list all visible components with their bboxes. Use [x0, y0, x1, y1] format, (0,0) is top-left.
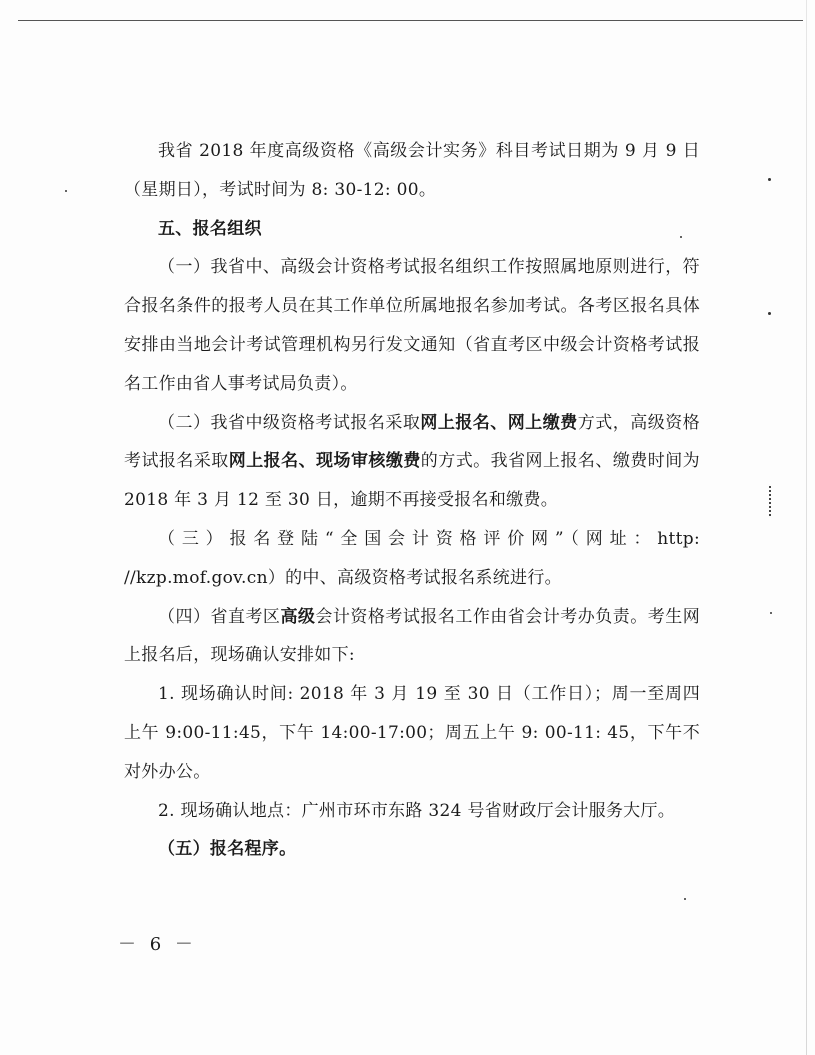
- paragraph-text: 的方式。我省网上报名、缴费时间为 2018 年 3 月 12 至 30 日，逾期不再接受报名和缴费。: [124, 451, 700, 511]
- paragraph-text: （四）省直考区: [158, 606, 281, 627]
- emphasis-text: 网上报名、现场审核缴费: [228, 451, 421, 472]
- body-paragraph: [124, 675, 700, 791]
- document-body: [124, 132, 700, 869]
- body-paragraph: [124, 248, 700, 403]
- body-paragraph: [124, 598, 700, 676]
- paragraph-text: 1. 现场确认时间: 2018 年 3 月 19 至 30 日（工作日）；周一至周四上午 9:00-11:45，下午 14:00-17:00；周五上午 9: 00-11: 45，下午不对外办公。: [124, 684, 700, 782]
- scan-speck: [65, 190, 67, 192]
- scan-mark: [769, 486, 771, 516]
- emphasis-text: 五、报名组织: [158, 218, 262, 239]
- body-paragraph: [124, 404, 700, 520]
- scan-speck: [770, 612, 772, 614]
- body-paragraph: [124, 132, 700, 210]
- scan-speck: [768, 178, 771, 181]
- paragraph-text: （三）报名登陆“全国会计资格评价网”（网址：http: //kzp.mof.gov.cn）的中、高级资格考试报名系统进行。: [124, 528, 700, 588]
- paragraph-text: 方式，高级资格考试报名采取: [124, 412, 700, 472]
- body-paragraph: [124, 520, 700, 598]
- paragraph-text: 2. 现场确认地点：广州市环市东路 324 号省财政厅会计服务大厅。: [158, 800, 676, 821]
- section-heading: [124, 210, 700, 249]
- body-paragraph: [124, 792, 700, 831]
- emphasis-text: 网上报名、网上缴费: [420, 412, 578, 433]
- paragraph-text: （一）我省中、高级会计资格考试报名组织工作按照属地原则进行，符合报名条件的报考人员在其工作单位所属地报名参加考试。各考区报名具体安排由当地会计考试管理机构另行发文通知（省直考区中级会计资格考试报名工作由省人事考试局负责）。: [124, 257, 700, 394]
- page-number: － 6 －: [118, 934, 197, 955]
- emphasis-text: 高级: [280, 606, 316, 627]
- scan-speck: [680, 236, 682, 238]
- scan-speck: [768, 312, 771, 315]
- paragraph-text: （二）我省中级资格考试报名采取: [158, 412, 421, 433]
- scan-edge: [806, 0, 807, 1055]
- paragraph-text: 我省 2018 年度高级资格《高级会计实务》科目考试日期为 9 月 9 日（星期日），考试时间为 8: 30-12: 00。: [124, 141, 700, 200]
- emphasis-text: （五）报名程序。: [158, 839, 297, 860]
- header-rule: [18, 20, 803, 21]
- section-heading: [124, 830, 700, 869]
- scan-speck: [684, 898, 686, 900]
- paragraph-text: 会计资格考试报名工作由省会计考办负责。考生网上报名后，现场确认安排如下:: [124, 606, 700, 666]
